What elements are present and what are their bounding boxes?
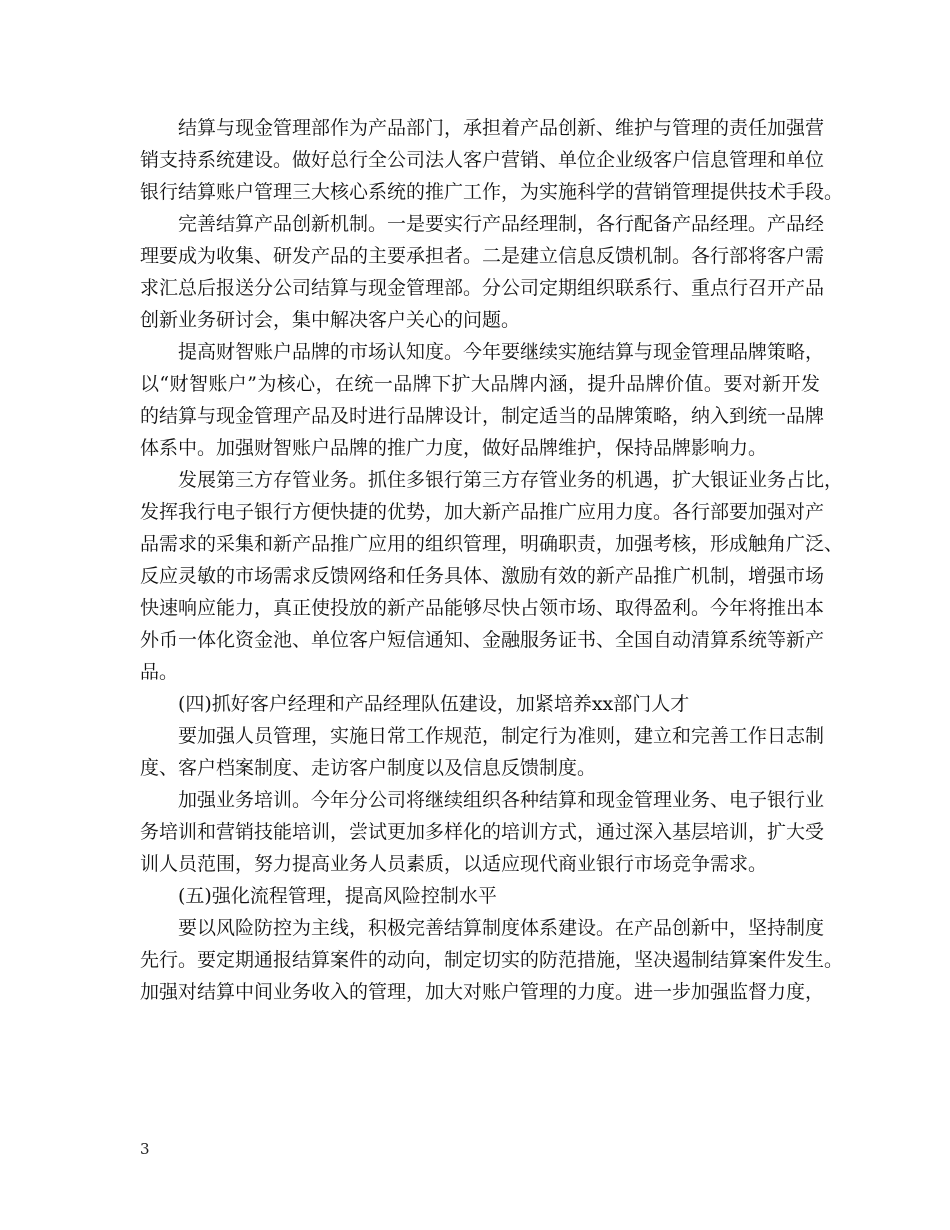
section-heading — [140, 688, 820, 720]
text-line: 加强对结算中间业务收入的管理，加大对账户管理的力度。进一步加强监督力度， — [140, 981, 825, 1003]
text-line: 加强业务培训。今年分公司将继续组织各种结算和现金管理业务、电子银行业 — [178, 789, 825, 811]
text-line: 的结算与现金管理产品及时进行品牌设计，制定适当的品牌策略，纳入到统一品牌 — [140, 405, 825, 427]
text-line: 发挥我行电子银行方便快捷的优势，加大新产品推广应用力度。各行部要加强对产 — [140, 501, 825, 523]
text-line: 创新业务研讨会，集中解决客户关心的问题。 — [140, 309, 521, 331]
paragraph — [140, 784, 825, 880]
document-body — [140, 112, 844, 1008]
paragraph — [140, 208, 825, 336]
text-line: 提高财智账户品牌的市场认知度。今年要继续实施结算与现金管理品牌策略， — [178, 341, 825, 363]
page-number: 3 — [140, 1140, 150, 1158]
text-line: 品需求的采集和新产品推广应用的组织管理，明确职责，加强考核，形成触角广泛、 — [140, 533, 844, 555]
paragraph — [140, 720, 825, 784]
text-line: 发展第三方存管业务。抓住多银行第三方存管业务的机遇，扩大银证业务占比， — [178, 469, 844, 491]
section-heading — [140, 880, 820, 912]
text-line: 体系中。加强财智账户品牌的推广力度，做好品牌维护，保持品牌影响力。 — [140, 437, 768, 459]
paragraph — [140, 912, 844, 1008]
text-line: 要加强人员管理，实施日常工作规范，制定行为准则，建立和完善工作日志制 — [178, 725, 825, 747]
text-line: 快速响应能力，真正使投放的新产品能够尽快占领市场、取得盈利。今年将推出本 — [140, 597, 825, 619]
text-line: 反应灵敏的市场需求反馈网络和任务具体、激励有效的新产品推广机制，增强市场 — [140, 565, 825, 587]
text-line: 度、客户档案制度、走访客户制度以及信息反馈制度。 — [140, 757, 597, 779]
text-line: 品。 — [140, 661, 179, 683]
text-line: 销支持系统建设。做好总行全公司法人客户营销、单位企业级客户信息管理和单位 — [140, 149, 825, 171]
text-line: 结算与现金管理部作为产品部门，承担着产品创新、维护与管理的责任加强营 — [178, 117, 825, 139]
paragraph — [140, 464, 844, 688]
text-line: 外币一体化资金池、单位客户短信通知、金融服务证书、全国自动清算系统等新产 — [140, 629, 825, 651]
text-line: 以“财智账户”为核心，在统一品牌下扩大品牌内涵，提升品牌价值。要对新开发 — [140, 373, 820, 395]
text-line: (四)抓好客户经理和产品经理队伍建设，加紧培养xx部门人才 — [178, 693, 690, 715]
text-line: 务培训和营销技能培训，尝试更加多样化的培训方式，通过深入基层培训，扩大受 — [140, 821, 825, 843]
text-line: 先行。要定期通报结算案件的动向，制定切实的防范措施，坚决遏制结算案件发生。 — [140, 949, 844, 971]
text-line: 求汇总后报送分公司结算与现金管理部。分公司定期组织联系行、重点行召开产品 — [140, 277, 825, 299]
paragraph — [140, 336, 825, 464]
paragraph — [140, 112, 844, 208]
text-line: 银行结算账户管理三大核心系统的推广工作，为实施科学的营销管理提供技术手段。 — [140, 181, 844, 203]
text-line: 理要成为收集、研发产品的主要承担者。二是建立信息反馈机制。各行部将客户需 — [140, 245, 825, 267]
text-line: 要以风险防控为主线，积极完善结算制度体系建设。在产品创新中，坚持制度 — [178, 917, 825, 939]
text-line: 完善结算产品创新机制。一是要实行产品经理制，各行配备产品经理。产品经 — [178, 213, 825, 235]
text-line: 训人员范围，努力提高业务人员素质，以适应现代商业银行市场竞争需求。 — [140, 853, 768, 875]
text-line: (五)强化流程管理，提高风险控制水平 — [178, 885, 497, 907]
